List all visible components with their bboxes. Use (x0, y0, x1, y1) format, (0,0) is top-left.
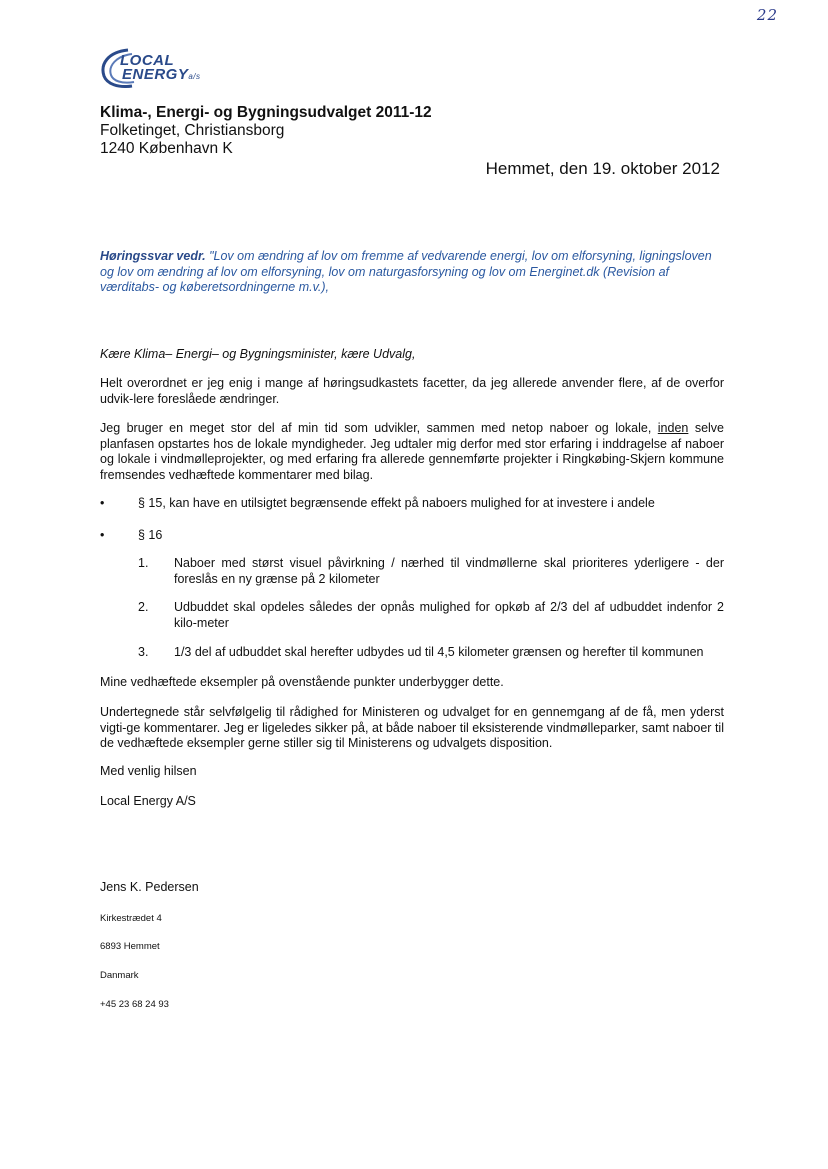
paragraph-3: Mine vedhæftede eksempler på ovenstående punkter underbygger dette. (100, 675, 504, 689)
recipient-title: Klima-, Energi- og Bygningsudvalget 2011-12 (100, 104, 432, 121)
contact-country: Danmark (100, 970, 139, 981)
item-number: 1. (138, 556, 149, 570)
company-logo (98, 46, 228, 92)
contact-street: Kirkestrædet 4 (100, 913, 162, 924)
signer-name: Jens K. Pedersen (100, 880, 199, 894)
subject-lead: Høringssvar vedr. (100, 249, 206, 263)
recipient-line3: 1240 København K (100, 140, 233, 157)
company-name: Local Energy A/S (100, 794, 196, 808)
item-text: Udbuddet skal opdeles således der opnås mulighed for opkøb af 2/3 del af udbuddet indenfor 2 kilo-meter (174, 600, 724, 630)
subject-text: "Lov om ændring af lov om fremme af vedvarende energi, lov om elforsyning, ligningsloven og lov om ændring af lov om elforsyning, lov om naturgasforsyning og lov om Energinet.dk (Revision af værditabs- og køberetsordningerne m.v.), (100, 249, 712, 294)
subject-line (100, 249, 725, 296)
item-number: 2. (138, 600, 149, 614)
salutation: Kære Klima– Energi– og Bygningsminister, kære Udvalg, (100, 347, 416, 361)
bullet-text: § 15, kan have en utilsigtet begrænsende effekt på naboers mulighed for at investere i andele (138, 496, 655, 510)
logo-text-energy: ENERGYa/s (122, 66, 201, 83)
recipient-address (100, 104, 432, 158)
closing: Med venlig hilsen (100, 764, 197, 778)
item-text: Naboer med størst visuel påvirkning / nærhed til vindmøllerne skal prioriteres yderligere - der foreslås en ny grænse på 2 kilometer (174, 556, 724, 586)
paragraph-4: Undertegnede står selvfølgelig til rådighed for Ministeren og udvalget for en gennemgang af de få, men yderst vigti-ge kommentarer. Jeg er ligeledes sikker på, at både naboer til eksisterende vindmølleparker, samt naboer til de vedhæftede eksempler gerne stiller sig til Ministerens og udvalgets disposition. (100, 705, 724, 750)
paragraph-1: Helt overordnet er jeg enig i mange af høringsudkastets facetter, da jeg allerede anvender flere, af de overfor udvik-lere foreslåede ændringer. (100, 376, 724, 406)
paragraph-2: Jeg bruger en meget stor del af min tid som udvikler, sammen med netop naboer og lokale, inden selve planfasen opstartes hos de lokale myndigheder. Jeg udtaler mig derfor med stor erfaring i inddragelse af naboer og lokale i vindmølleprojekter, og med erfaring fra allerede gennemførte projekter i Ringkøbing-Skjern kommune fremsendes vedhæftede kommentarer med bilag. (100, 421, 725, 482)
bullet-marker: • (100, 528, 105, 542)
contact-city: 6893 Hemmet (100, 941, 160, 952)
bullet-text: § 16 (138, 528, 163, 542)
letter-date: Hemmet, den 19. oktober 2012 (485, 159, 720, 178)
item-text: 1/3 del af udbuddet skal herefter udbydes ud til 4,5 kilometer grænsen og herefter til kommunen (174, 645, 704, 659)
page-number: 22 (756, 6, 778, 24)
contact-phone: +45 23 68 24 93 (100, 999, 169, 1010)
underlined-word: inden (657, 421, 689, 435)
item-number: 3. (138, 645, 149, 659)
recipient-line2: Folketinget, Christiansborg (100, 122, 285, 139)
bullet-marker: • (100, 496, 105, 510)
logo-text-local: LOCAL (120, 52, 175, 69)
